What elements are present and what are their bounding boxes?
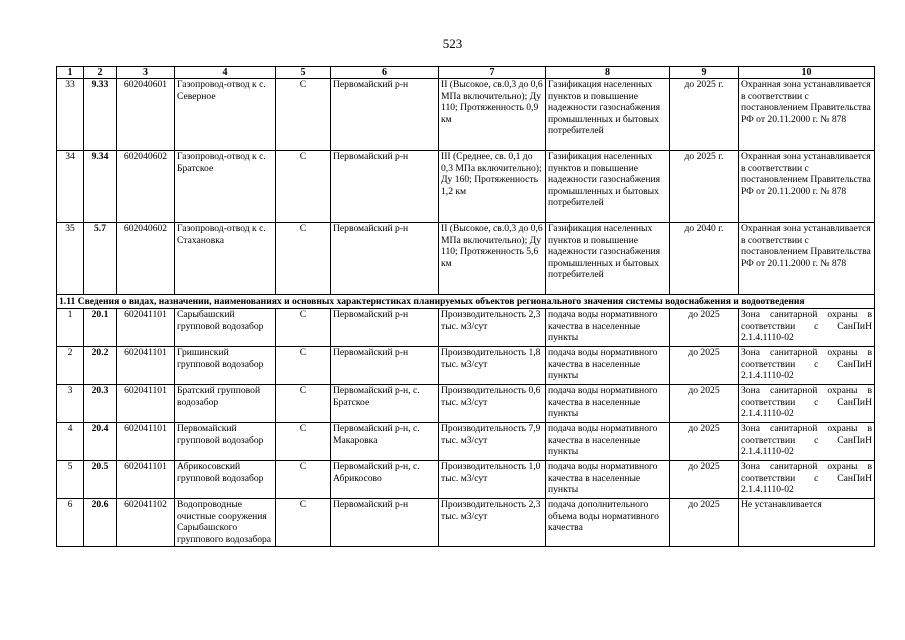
object-term: до 2025 [670, 385, 739, 423]
header-cell: 2 [84, 67, 117, 79]
object-zone: Зона санитарной охраны в соответствии с СанПиН 2.1.4.1110-02 [739, 347, 875, 385]
page-number: 523 [442, 36, 463, 51]
object-zone: Зона санитарной охраны в соответствии с СанПиН 2.1.4.1110-02 [739, 385, 875, 423]
object-purpose: подача воды нормативного качества в населенные пункты [546, 309, 670, 347]
object-location: Первомайский р-н [331, 79, 439, 151]
object-term: до 2025 [670, 423, 739, 461]
table-row [57, 423, 875, 461]
object-zone: Охранная зона устанавливается в соответствии с постановлением Правительства РФ от 20.11.2000 г. № 878 [739, 223, 875, 295]
object-zone: Охранная зона устанавливается в соответствии с постановлением Правительства РФ от 20.11.2000 г. № 878 [739, 151, 875, 223]
object-name: Абрикосовский групповой водозабор [175, 461, 276, 499]
object-type: С [276, 223, 331, 295]
object-name: Гришинский групповой водозабор [175, 347, 276, 385]
object-id: 602040602 [117, 223, 175, 295]
object-type: С [276, 385, 331, 423]
object-name: Газопровод-отвод к с. Стахановка [175, 223, 276, 295]
object-parameters: II (Высокое, св.0,3 до 0,6 МПа включительно); Ду 110; Протяженность 5,6 км [439, 223, 546, 295]
table-row [57, 79, 875, 151]
object-term: до 2025 г. [670, 79, 739, 151]
object-name: Братский групповой водозабор [175, 385, 276, 423]
object-name: Первомайский групповой водозабор [175, 423, 276, 461]
object-code: 9.34 [84, 151, 117, 223]
table-row [57, 151, 875, 223]
row-number: 6 [57, 499, 84, 547]
object-type: С [276, 461, 331, 499]
object-parameters: Производительность 7,9 тыс. м3/сут [439, 423, 546, 461]
object-location: Первомайский р-н [331, 499, 439, 547]
object-name: Газопровод-отвод к с. Северное [175, 79, 276, 151]
object-code: 9.33 [84, 79, 117, 151]
section-row [57, 295, 875, 309]
object-name: Сарыбашский групповой водозабор [175, 309, 276, 347]
object-term: до 2025 [670, 309, 739, 347]
object-code: 20.4 [84, 423, 117, 461]
object-term: до 2040 г. [670, 223, 739, 295]
object-code: 20.3 [84, 385, 117, 423]
object-location: Первомайский р-н [331, 223, 439, 295]
object-type: С [276, 309, 331, 347]
table-row [57, 347, 875, 385]
row-number: 2 [57, 347, 84, 385]
object-location: Первомайский р-н, с. Абрикосово [331, 461, 439, 499]
object-code: 5.7 [84, 223, 117, 295]
object-type: С [276, 79, 331, 151]
object-type: С [276, 499, 331, 547]
object-term: до 2025 [670, 499, 739, 547]
object-term: до 2025 г. [670, 151, 739, 223]
row-number: 33 [57, 79, 84, 151]
object-id: 602040601 [117, 79, 175, 151]
object-zone: Охранная зона устанавливается в соответствии с постановлением Правительства РФ от 20.11.2000 г. № 878 [739, 79, 875, 151]
row-number: 4 [57, 423, 84, 461]
object-type: С [276, 423, 331, 461]
header-cell: 1 [57, 67, 84, 79]
object-parameters: Производительность 1,8 тыс. м3/сут [439, 347, 546, 385]
object-zone: Зона санитарной охраны в соответствии с СанПиН 2.1.4.1110-02 [739, 423, 875, 461]
object-purpose: Газификация населенных пунктов и повышение надежности газоснабжения промышленных и бытовых потребителей [546, 79, 670, 151]
object-code: 20.6 [84, 499, 117, 547]
object-location: Первомайский р-н [331, 151, 439, 223]
object-purpose: подача воды нормативного качества в населенные пункты [546, 423, 670, 461]
object-id: 602041101 [117, 423, 175, 461]
object-type: С [276, 151, 331, 223]
object-location: Первомайский р-н, с. Братское [331, 385, 439, 423]
object-location: Первомайский р-н [331, 309, 439, 347]
object-purpose: подача воды нормативного качества в населенные пункты [546, 385, 670, 423]
object-id: 602041101 [117, 309, 175, 347]
object-code: 20.1 [84, 309, 117, 347]
table-row [57, 499, 875, 547]
table-row [57, 385, 875, 423]
header-cell: 10 [739, 67, 875, 79]
object-type: С [276, 347, 331, 385]
object-parameters: II (Высокое, св.0,3 до 0,6 МПа включительно); Ду 110; Протяженность 0,9 км [439, 79, 546, 151]
header-cell: 8 [546, 67, 670, 79]
object-purpose: Газификация населенных пунктов и повышение надежности газоснабжения промышленных и бытовых потребителей [546, 223, 670, 295]
object-location: Первомайский р-н [331, 347, 439, 385]
object-parameters: Производительность 2,3 тыс. м3/сут [439, 309, 546, 347]
header-cell: 4 [175, 67, 276, 79]
object-purpose: Газификация населенных пунктов и повышение надежности газоснабжения промышленных и бытовых потребителей [546, 151, 670, 223]
object-id: 602041101 [117, 461, 175, 499]
row-number: 3 [57, 385, 84, 423]
object-term: до 2025 [670, 347, 739, 385]
object-code: 20.2 [84, 347, 117, 385]
object-parameters: Производительность 2,3 тыс. м3/сут [439, 499, 546, 547]
object-purpose: подача воды нормативного качества в населенные пункты [546, 461, 670, 499]
header-cell: 7 [439, 67, 546, 79]
object-parameters: III (Среднее, св. 0,1 до 0,3 МПа включительно); Ду 160; Протяженность 1,2 км [439, 151, 546, 223]
object-id: 602041101 [117, 385, 175, 423]
object-code: 20.5 [84, 461, 117, 499]
object-zone: Зона санитарной охраны в соответствии с СанПиН 2.1.4.1110-02 [739, 309, 875, 347]
object-zone: Не устанавливается [739, 499, 875, 547]
table-row [57, 223, 875, 295]
object-zone: Зона санитарной охраны в соответствии с СанПиН 2.1.4.1110-02 [739, 461, 875, 499]
object-parameters: Производительность 1,0 тыс. м3/сут [439, 461, 546, 499]
object-name: Водопроводные очистные сооружения Сарыбашского группового водозабора [175, 499, 276, 547]
object-term: до 2025 [670, 461, 739, 499]
object-purpose: подача воды нормативного качества в населенные пункты [546, 347, 670, 385]
object-id: 602041101 [117, 347, 175, 385]
row-number: 34 [57, 151, 84, 223]
objects-table [56, 66, 875, 547]
header-cell: 6 [331, 67, 439, 79]
table-row [57, 461, 875, 499]
row-number: 1 [57, 309, 84, 347]
table-row [57, 309, 875, 347]
object-location: Первомайский р-н, с. Макаровка [331, 423, 439, 461]
row-number: 35 [57, 223, 84, 295]
row-number: 5 [57, 461, 84, 499]
object-id: 602041102 [117, 499, 175, 547]
header-cell: 3 [117, 67, 175, 79]
object-purpose: подача дополнительного объема воды нормативного качества [546, 499, 670, 547]
object-id: 602040602 [117, 151, 175, 223]
object-parameters: Производительность 0,6 тыс. м3/сут [439, 385, 546, 423]
object-name: Газопровод-отвод к с. Братское [175, 151, 276, 223]
header-row [57, 67, 875, 79]
section-title: 1.11 Сведения о видах, назначении, наименованиях и основных характеристиках планируемых объектов регионального значения системы водоснабжения и водоотведения [57, 295, 875, 309]
header-cell: 9 [670, 67, 739, 79]
header-cell: 5 [276, 67, 331, 79]
